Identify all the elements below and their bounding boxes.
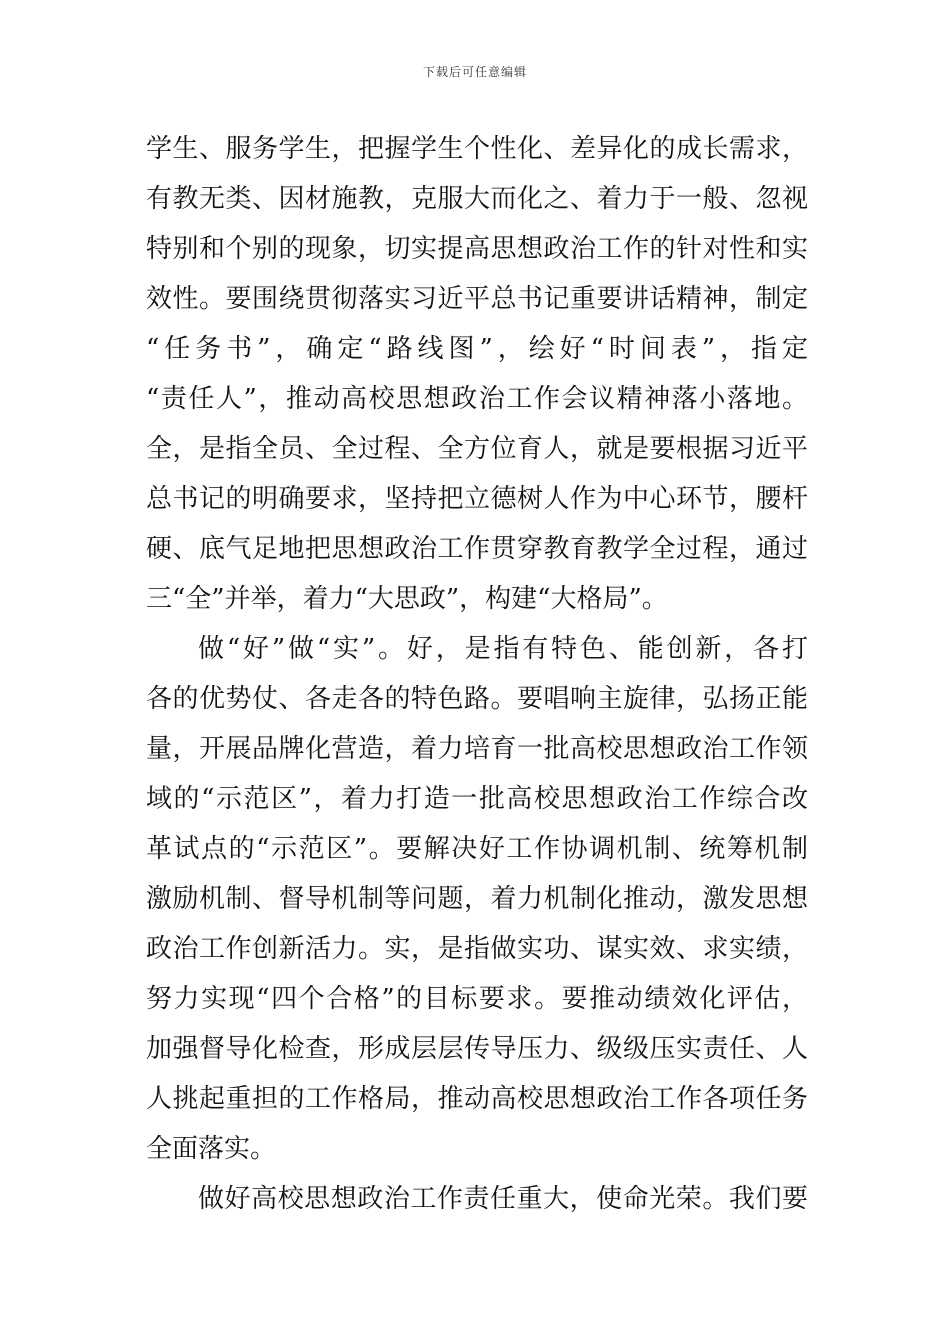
paragraph-first-line: 做好高校思想政治工作责任重大，使命光荣。我们要 [198, 1184, 808, 1214]
document-body [146, 124, 808, 1224]
text-line: 三“全”并举，着力“大思政”，构建“大格局”。 [146, 584, 668, 614]
text-line: “责任人”，推动高校思想政治工作会议精神落小落地。 [146, 384, 808, 414]
text-line: 硬、底气足地把思想政治工作贯穿教育教学全过程，通过 [146, 534, 808, 564]
text-line: 革试点的“示范区”。要解决好工作协调机制、统筹机制 [146, 834, 808, 864]
text-line: 各的优势仗、各走各的特色路。要唱响主旋律，弘扬正能 [146, 684, 808, 714]
text-line: 有教无类、因材施教，克服大而化之、着力于一般、忽视 [146, 184, 808, 214]
text-line: 学生、服务学生，把握学生个性化、差异化的成长需求， [146, 134, 808, 164]
text-line: 加强督导化检查，形成层层传导压力、级级压实责任、人 [146, 1034, 808, 1064]
paragraph-first-line: 做“好”做“实”。好，是指有特色、能创新，各打 [198, 634, 808, 664]
page-header-note: 下载后可任意编辑 [422, 65, 527, 79]
text-line: 特别和个别的现象，切实提高思想政治工作的针对性和实 [146, 234, 808, 264]
text-line: 激励机制、督导机制等问题，着力机制化推动，激发思想 [146, 884, 808, 914]
text-line: “任务书”，确定“路线图”，绘好“时间表”，指定 [146, 334, 808, 364]
text-line: 域的“示范区”，着力打造一批高校思想政治工作综合改 [146, 784, 808, 814]
text-line: 努力实现“四个合格”的目标要求。要推动绩效化评估， [146, 984, 808, 1014]
text-line: 人挑起重担的工作格局，推动高校思想政治工作各项任务 [146, 1084, 808, 1114]
text-line: 全面落实。 [146, 1134, 277, 1164]
text-line: 效性。要围绕贯彻落实习近平总书记重要讲话精神，制定 [146, 284, 808, 314]
text-line: 量，开展品牌化营造，着力培育一批高校思想政治工作领 [146, 734, 808, 764]
text-line: 政治工作创新活力。实，是指做实功、谋实效、求实绩， [146, 934, 808, 964]
text-line: 总书记的明确要求，坚持把立德树人作为中心环节，腰杆 [146, 484, 808, 514]
text-line: 全，是指全员、全过程、全方位育人，就是要根据习近平 [146, 434, 808, 464]
